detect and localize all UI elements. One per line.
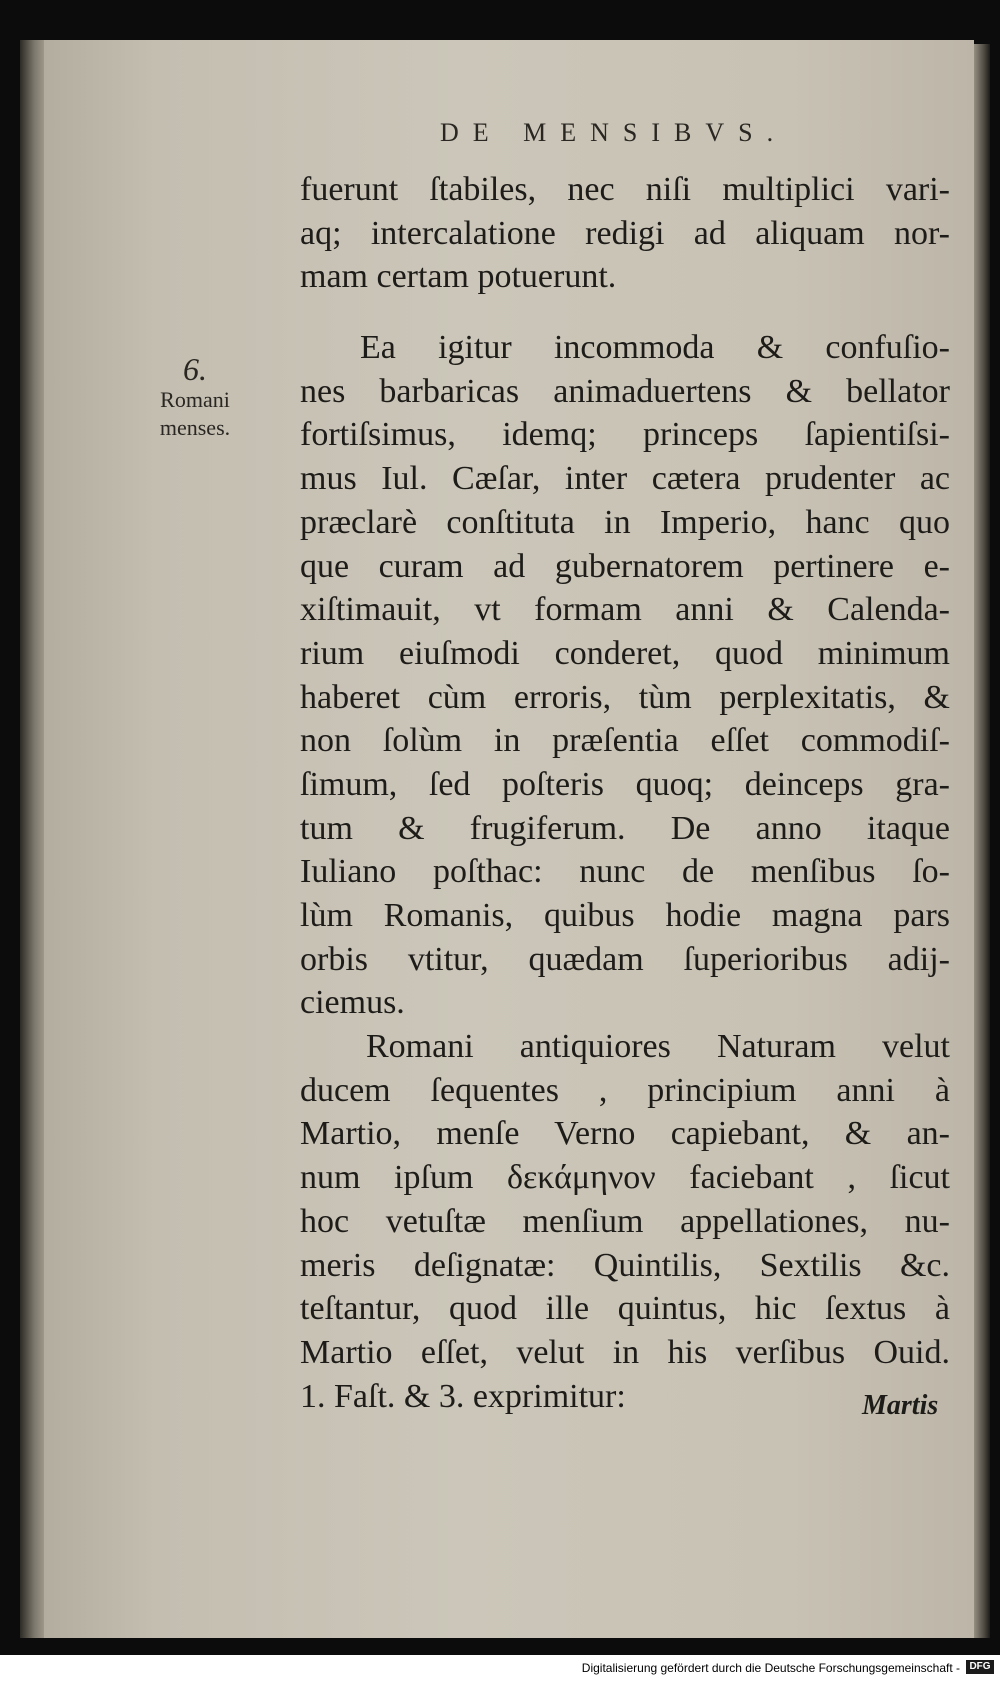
text-line: orbis vtitur, quædam ſuperioribus adij-	[300, 940, 950, 978]
text-line: non ſolùm in præſentia eſſet commodiſ-	[300, 722, 950, 760]
paragraph-gap	[300, 299, 950, 326]
text-line: ciemus.	[300, 984, 405, 1022]
text-line: fortiſsimus, idemq; princeps ſapientiſsi-	[300, 416, 950, 454]
body-text	[300, 168, 950, 1418]
margin-note-number: 6.	[183, 351, 207, 387]
page-edge-right	[972, 44, 990, 1638]
text-line: Romani antiquiores Naturam velut	[366, 1028, 950, 1066]
text-line: xiſtimauit, vt formam anni & Calenda-	[300, 591, 950, 629]
text-line: aq; intercalatione redigi ad aliquam nor-	[300, 214, 950, 252]
catchword: Martis	[862, 1390, 939, 1421]
text-line: que curam ad gubernatorem pertinere e-	[300, 547, 950, 585]
text-line: Martio, menſe Verno capiebant, & an-	[300, 1115, 950, 1153]
digitization-footer	[0, 1655, 1000, 1681]
text-line: tum & frugiferum. De anno itaque	[300, 809, 950, 847]
text-line: ducem ſequentes , principium anni à	[300, 1071, 950, 1109]
text-line: nes barbaricas animaduertens & bellator	[300, 372, 950, 410]
text-line: mus Iul. Cæſar, inter cætera prudenter ac	[300, 460, 950, 498]
text-line: mam certam potuerunt.	[300, 258, 617, 296]
text-line: ſimum, ſed poſteris quoq; deinceps gra-	[300, 765, 950, 803]
text-line: lùm Romanis, quibus hodie magna pars	[300, 897, 950, 934]
text-line: rium eiuſmodi conderet, quod minimum	[300, 634, 950, 672]
dfg-logo: DFG	[966, 1660, 994, 1674]
text-line: Ea igitur incommoda & confuſio-	[360, 329, 950, 367]
text-line: meris deſignatæ: Quintilis, Sextilis &c.	[300, 1246, 950, 1284]
text-line: teſtantur, quod ille quintus, hic ſextus à	[300, 1290, 950, 1328]
text-line: 1. Faſt. & 3. exprimitur:	[300, 1377, 626, 1415]
text-line: num ipſum δεκάμηνον faciebant , ſicut	[300, 1159, 950, 1197]
text-line: fuerunt ſtabiles, nec niſi multiplici vari-	[300, 171, 950, 208]
text-line: præclarè conſtituta in Imperio, hanc quo	[300, 503, 950, 541]
text-line: Iuliano poſthac: nunc de menſibus ſo-	[300, 853, 950, 891]
text-line: hoc vetuſtæ menſium appellationes, nu-	[300, 1202, 950, 1240]
running-head: DE MENSIBVS.	[440, 118, 788, 147]
text-line: Martio eſſet, velut in his verſibus Ouid.	[300, 1333, 950, 1371]
margin-note-line: menses.	[159, 415, 231, 440]
text-line: haberet cùm erroris, tùm perplexitatis, &	[300, 678, 950, 716]
margin-note-line: Romani	[160, 387, 230, 412]
funding-credit: Digitalisierung gefördert durch die Deutsche Forschungsgemeinschaft -	[581, 1661, 960, 1675]
page-edge-left	[20, 40, 44, 1638]
margin-note	[140, 352, 250, 442]
